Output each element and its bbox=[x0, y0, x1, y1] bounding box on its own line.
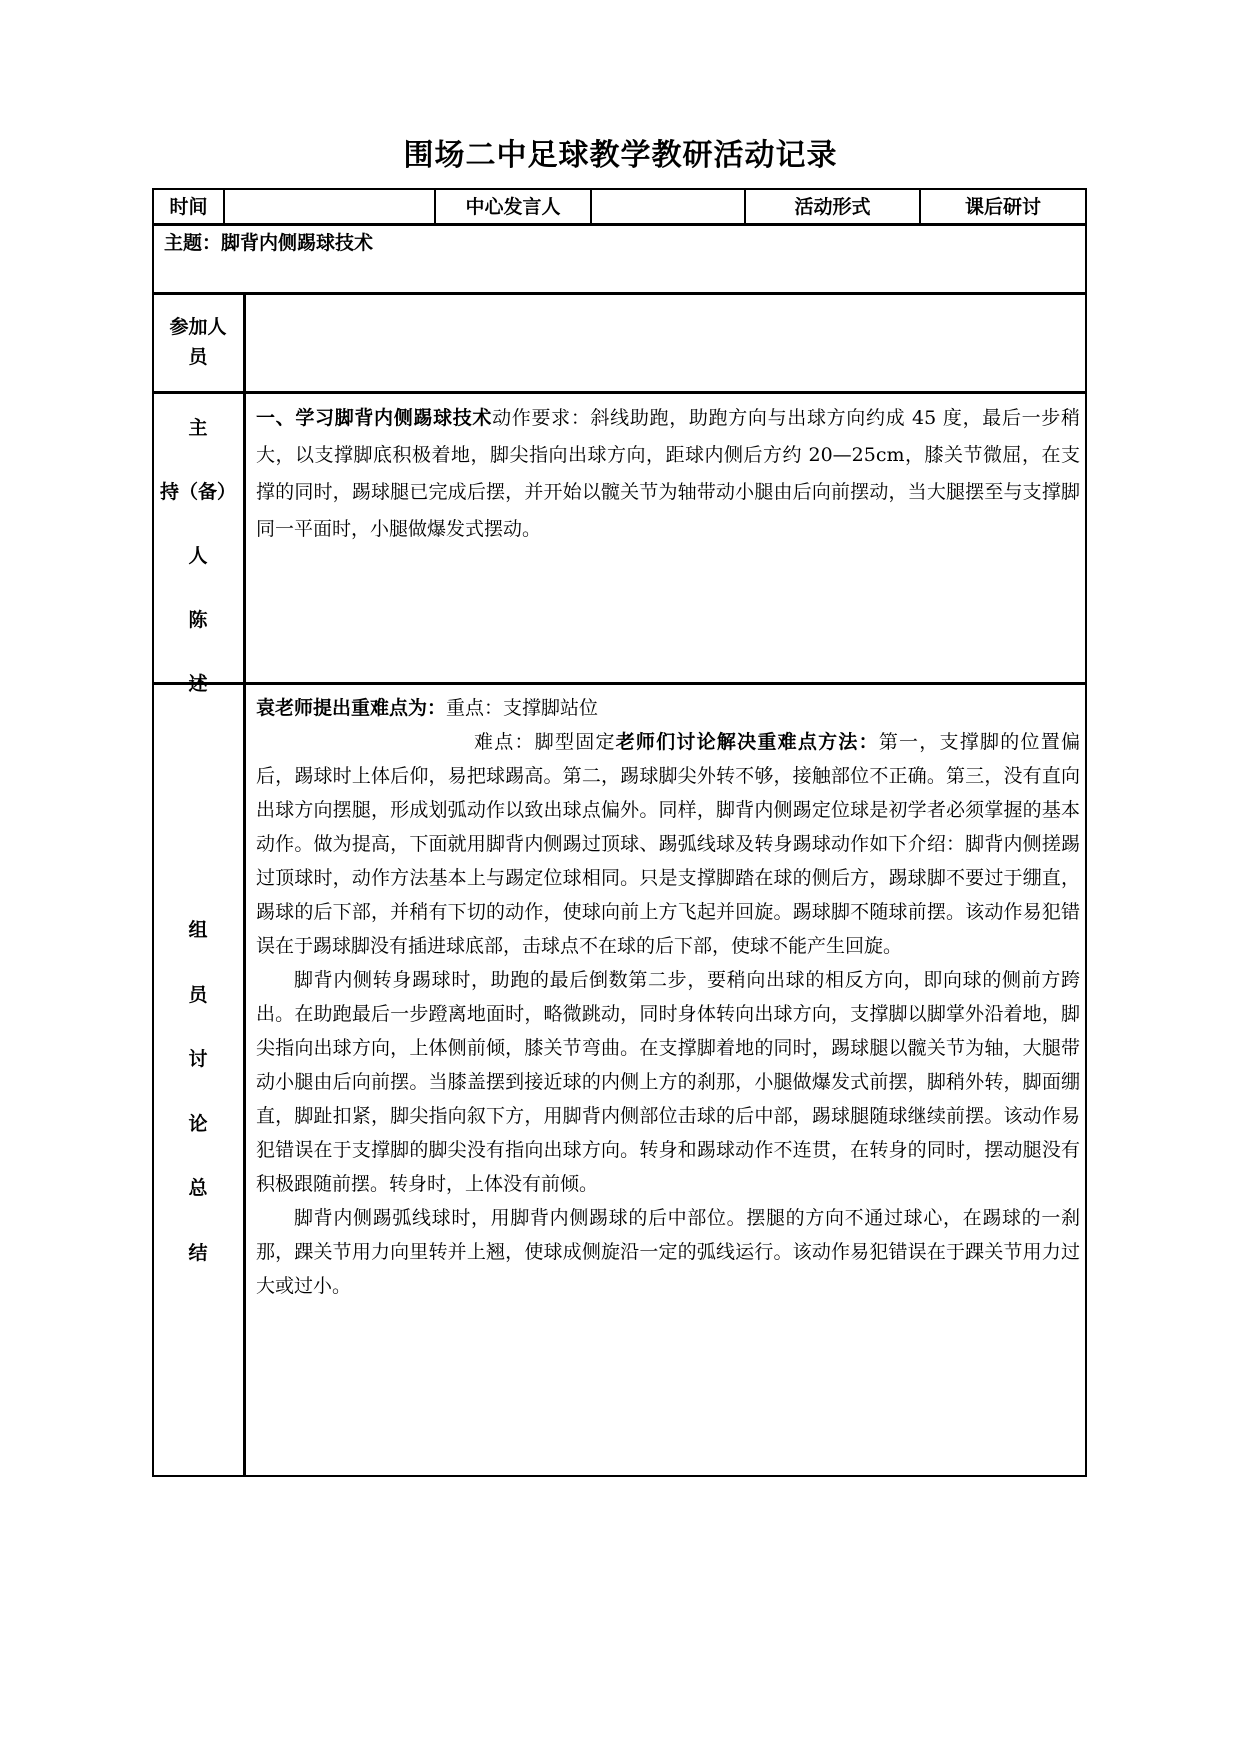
document-title: 围场二中足球教学教研活动记录 bbox=[403, 138, 838, 173]
host-statement-text bbox=[256, 400, 1080, 548]
activity-form-label: 活动形式 bbox=[794, 196, 871, 218]
time-value bbox=[225, 190, 434, 224]
topic-value: 脚背内侧踢球技术 bbox=[221, 232, 374, 254]
key-point: 重点：支撑脚站位 bbox=[446, 697, 599, 719]
speaker-label: 中心发言人 bbox=[465, 196, 561, 218]
participants-label: 参加人 员 bbox=[169, 316, 227, 368]
speaker-value bbox=[592, 190, 744, 224]
topic-label: 主题： bbox=[164, 232, 222, 254]
methods-text: 第一，支撑脚的位置偏后，踢球时上体后仰，易把球踢高。第二，踢球脚尖外转不够，接触部位不正确。第三，没有直向出球方向摆腿，形成划弧动作以致出球点偏外。同样，脚背内侧踢定位球是初学者必须掌握的基本动作。做为提高，下面就用脚背内侧踢过顶球、踢弧线球及转身踢球动作如下介绍：脚背内侧搓踢过顶球时，动作方法基本上与踢定位球相同。只是支撑脚踏在球的侧后方，踢球脚不要过于绷直，踢球的后下部，并稍有下切的动作，使球向前上方飞起并回旋。踢球脚不随球前摆。该动作易犯错误在于踢球脚没有插进球底部，击球点不在球的后下部，使球不能产生回旋。 bbox=[256, 731, 1080, 957]
methods-heading: 老师们讨论解决重难点方法： bbox=[615, 731, 879, 753]
curve-kick-paragraph: 脚背内侧踢弧线球时，用脚背内侧踢球的后中部位。摆腿的方向不通过球心，在踢球的一刹那，踝关节用力向里转并上翘，使球成侧旋沿一定的弧线运行。该动作易犯错误在于踝关节用力过大或过小。 bbox=[256, 1207, 1080, 1297]
host-requirements: 动作要求：斜线助跑，助跑方向与出球方向约成 45 度，最后一步稍大，以支撑脚底积极着地，脚尖指向出球方向，距球内侧后方约 20—25cm，膝关节微屈，在支撑的同时，踢球腿已完成后摆，并开始以髋关节为轴带动小腿由后向前摆动，当大腿摆至与支撑脚同一平面时，小腿做爆发式摆动。 bbox=[256, 407, 1080, 540]
host-statement-label: 主 持（备） 人 陈 述 bbox=[159, 417, 236, 695]
difficult-point: 难点：脚型固定 bbox=[474, 731, 616, 753]
time-label: 时间 bbox=[169, 196, 208, 218]
row-divider bbox=[152, 682, 1087, 685]
discussion-summary-text bbox=[256, 691, 1080, 1303]
turning-kick-paragraph: 脚背内侧转身踢球时，助跑的最后倒数第二步，要稍向出球的相反方向，即向球的侧前方跨出。在助跑最后一步蹬离地面时，略微跳动，同时身体转向出球方向，支撑脚以脚掌外沿着地，脚尖指向出球方向，上体侧前倾，膝关节弯曲。在支撑脚着地的同时，踢球腿以髋关节为轴，大腿带动小腿由后向前摆。当膝盖摆到接近球的内侧上方的刹那，小腿做爆发式前摆，脚稍外转，脚面绷直，脚趾扣紧，脚尖指向叙下方，用脚背内侧部位击球的后中部，踢球腿随球继续前摆。该动作易犯错误在于支撑脚的脚尖没有指向出球方向。转身和踢球动作不连贯，在转身的同时，摆动腿没有积极跟随前摆。转身时，上体没有前倾。 bbox=[256, 969, 1080, 1195]
topic-line bbox=[164, 228, 373, 255]
label-column-divider bbox=[243, 292, 246, 1477]
host-heading: 一、学习脚背内侧踢球技术 bbox=[256, 407, 493, 429]
row-divider bbox=[152, 292, 1087, 295]
activity-form-value: 课后研讨 bbox=[964, 196, 1041, 218]
key-points-heading: 袁老师提出重难点为： bbox=[256, 697, 447, 719]
row-divider bbox=[152, 391, 1087, 394]
discussion-summary-label: 组 员 讨 论 总 结 bbox=[188, 919, 208, 1264]
